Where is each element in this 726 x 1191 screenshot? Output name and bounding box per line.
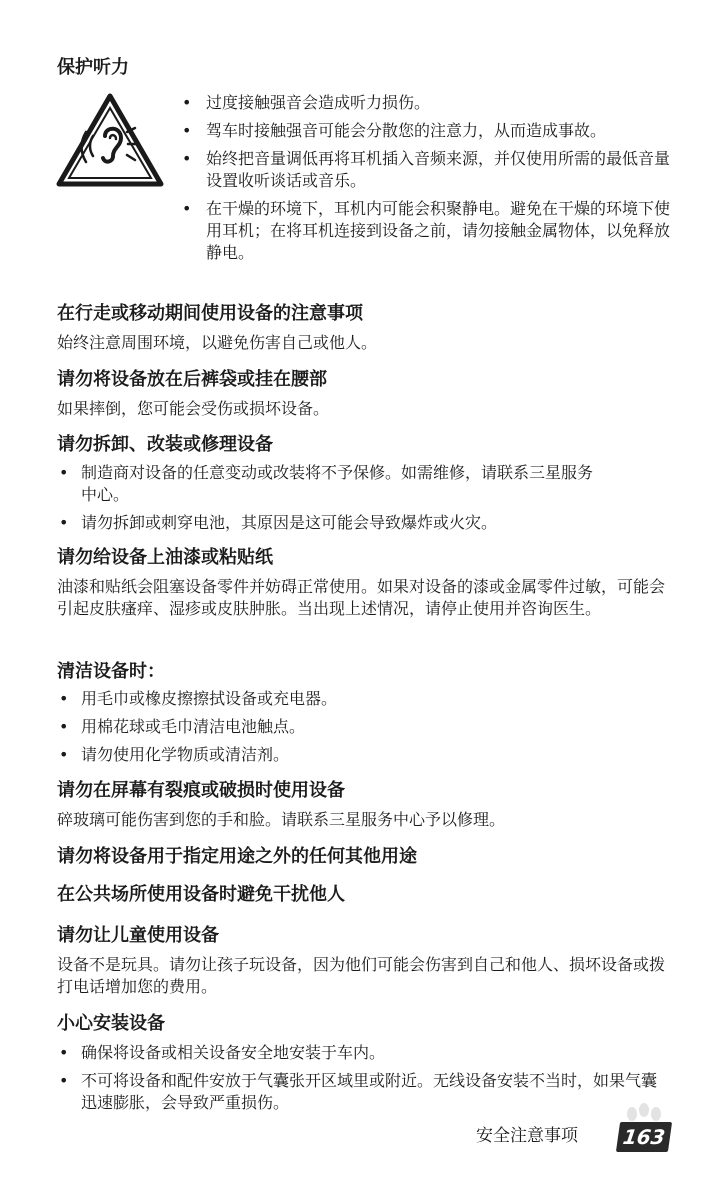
section-text-paint: 油漆和贴纸会阻塞设备零件并妨碍正常使用。如果对设备的漆或金属零件过敏，可能会引起皮肤瘙痒、湿疹或皮肤肿胀。当出现上述情况，请停止使用并咨询医生。 — [57, 577, 666, 618]
section-title-cleaning: 清洁设备时： — [57, 661, 165, 682]
section-title-hearing: 保护听力 — [57, 57, 129, 78]
section-text-children: 设备不是玩具。请勿让孩子玩设备，因为他们可能会伤害到自己和他人、损坏设备或拨打电话增加您的费用。 — [57, 955, 666, 996]
cleaning-bullet: • 用棉花球或毛巾清洁电池触点。 — [57, 716, 672, 738]
section-title-public: 在公共场所使用设备时避免干扰他人 — [57, 884, 345, 905]
cleaning-bullet: • 用毛巾或橡皮擦擦拭设备或充电器。 — [57, 688, 672, 710]
hearing-bullet: • 在干燥的环境下，耳机内可能会积聚静电。避免在干燥的环境下使用耳机；在将耳机连接到设备之前，请勿接触金属物体，以免释放静电。 — [180, 198, 670, 264]
section-title-install: 小心安装设备 — [57, 1013, 165, 1034]
page-number-badge: 163 — [616, 1122, 672, 1152]
install-bullet: • 不可将设备和配件安放于气囊张开区域里或附近。无线设备安装不当时，如果气囊迅速膨胀，会导致严重损伤。 — [57, 1070, 672, 1114]
section-title-paint: 请勿给设备上油漆或粘贴纸 — [57, 547, 273, 568]
hearing-bullet: • 始终把音量调低再将耳机插入音频来源，并仅使用所需的最低音量设置收听谈话或音乐。 — [180, 148, 670, 192]
disassemble-bullet: • 请勿拆卸或刺穿电池，其原因是这可能会导致爆炸或火灾。 — [57, 512, 597, 534]
hearing-bullet-list — [180, 92, 670, 270]
section-title-intended-use: 请勿将设备用于指定用途之外的任何其他用途 — [57, 846, 417, 867]
section-title-walking: 在行走或移动期间使用设备的注意事项 — [57, 303, 363, 324]
section-text-cracked: 碎玻璃可能伤害到您的手和脸。请联系三星服务中心予以修理。 — [57, 810, 506, 829]
install-bullet: • 确保将设备或相关设备安全地安装于车内。 — [57, 1042, 672, 1064]
cleaning-bullet: • 请勿使用化学物质或清洁剂。 — [57, 744, 672, 766]
section-title-cracked: 请勿在屏幕有裂痕或破损时使用设备 — [57, 780, 345, 801]
section-text-walking: 始终注意周围环境，以避免伤害自己或他人。 — [57, 333, 378, 352]
section-title-children: 请勿让儿童使用设备 — [57, 925, 219, 946]
hearing-warning-icon — [55, 92, 165, 188]
section-title-disassemble: 请勿拆卸、改装或修理设备 — [57, 434, 273, 455]
hearing-bullet: • 过度接触强音会造成听力损伤。 — [180, 92, 670, 114]
footer-section-title: 安全注意事项 — [476, 1126, 578, 1146]
hearing-bullet: • 驾车时接触强音可能会分散您的注意力，从而造成事故。 — [180, 120, 670, 142]
section-text-pocket: 如果摔倒，您可能会受伤或损坏设备。 — [57, 399, 330, 418]
cleaning-bullet-list — [57, 688, 672, 772]
disassemble-bullet: • 制造商对设备的任意变动或改装将不予保修。如需维修，请联系三星服务中心。 — [57, 462, 597, 506]
section-title-pocket: 请勿将设备放在后裤袋或挂在腰部 — [57, 369, 327, 390]
disassemble-bullet-list — [57, 462, 597, 540]
